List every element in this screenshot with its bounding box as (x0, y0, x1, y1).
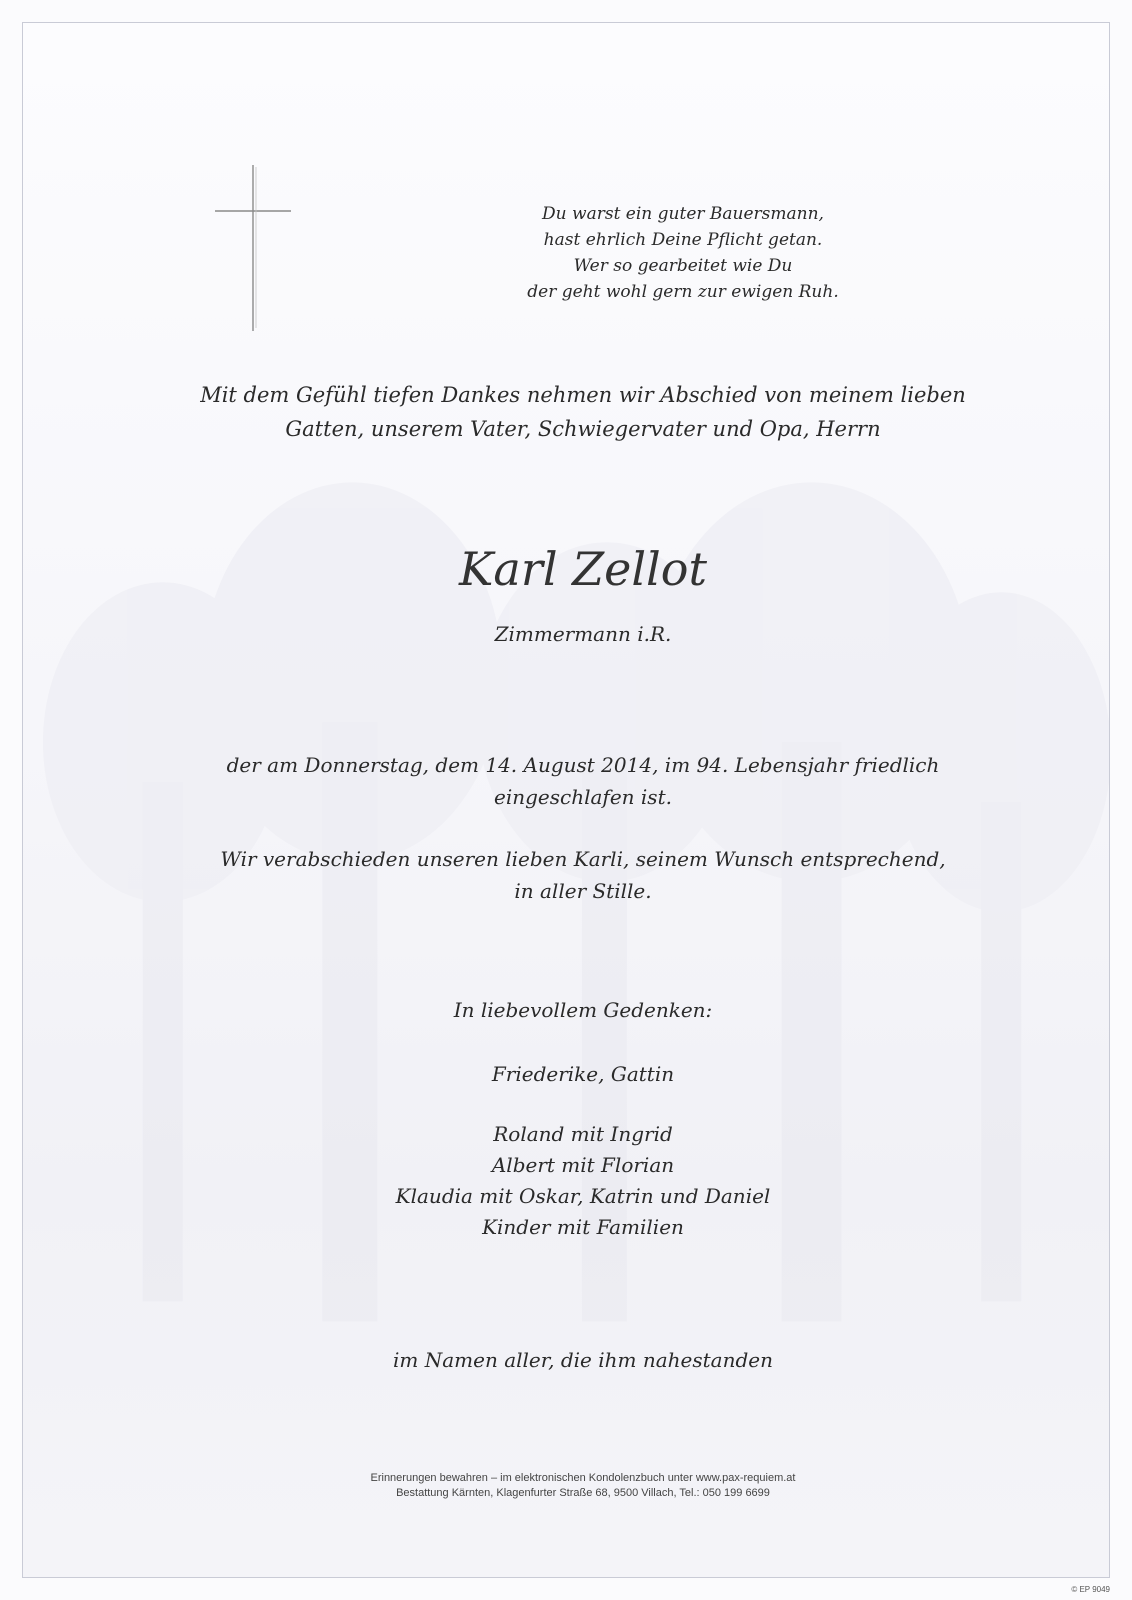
mourners-children (83, 1119, 1083, 1243)
obituary-sheet (22, 22, 1110, 1578)
footer-address-line: Bestattung Kärnten, Klagenfurter Straße 68, 9500 Villach, Tel.: 050 199 6699 (396, 1487, 770, 1499)
poem-line: hast ehrlich Deine Pflicht getan. (543, 230, 823, 250)
deceased-profession: Zimmermann i.R. (494, 622, 672, 646)
footer (83, 1471, 1083, 1501)
death-notice (83, 749, 1083, 813)
farewell-text (83, 843, 1083, 907)
intro-text (83, 378, 1083, 446)
death-notice-line: der am Donnerstag, dem 14. August 2014, im 94. Lebensjahr friedlich (226, 753, 940, 777)
mourner-line: Roland mit Ingrid (493, 1122, 673, 1146)
deceased-name: Karl Zellot (459, 542, 707, 596)
mourner-line: Kinder mit Familien (482, 1215, 684, 1239)
closing-line: im Namen aller, die ihm nahestanden (393, 1348, 773, 1372)
print-code: © EP 9049 (1071, 1585, 1110, 1594)
cross-icon (213, 163, 293, 333)
intro-line: Gatten, unserem Vater, Schwiegervater und Opa, Herrn (285, 417, 881, 441)
mourner-line: Albert mit Florian (491, 1153, 675, 1177)
poem-line: Wer so gearbeitet wie Du (573, 256, 793, 276)
farewell-line: Wir verabschieden unseren lieben Karli, seinem Wunsch entsprechend, (220, 847, 946, 871)
death-notice-line: eingeschlafen ist. (494, 785, 672, 809)
intro-line: Mit dem Gefühl tiefen Dankes nehmen wir Abschied von meinem lieben (200, 383, 966, 407)
poem-line: Du warst ein guter Bauersmann, (542, 204, 824, 224)
poem (423, 201, 943, 305)
mourners-heading: In liebevollem Gedenken: (453, 998, 713, 1022)
mourner-line: Klaudia mit Oskar, Katrin und Daniel (395, 1184, 771, 1208)
mourner-spouse: Friederike, Gattin (491, 1062, 675, 1086)
poem-line: der geht wohl gern zur ewigen Ruh. (527, 282, 839, 302)
footer-condolence-line: Erinnerungen bewahren – im elektronischen Kondolenzbuch unter www.pax-requiem.at (370, 1472, 796, 1484)
farewell-line: in aller Stille. (514, 879, 652, 903)
